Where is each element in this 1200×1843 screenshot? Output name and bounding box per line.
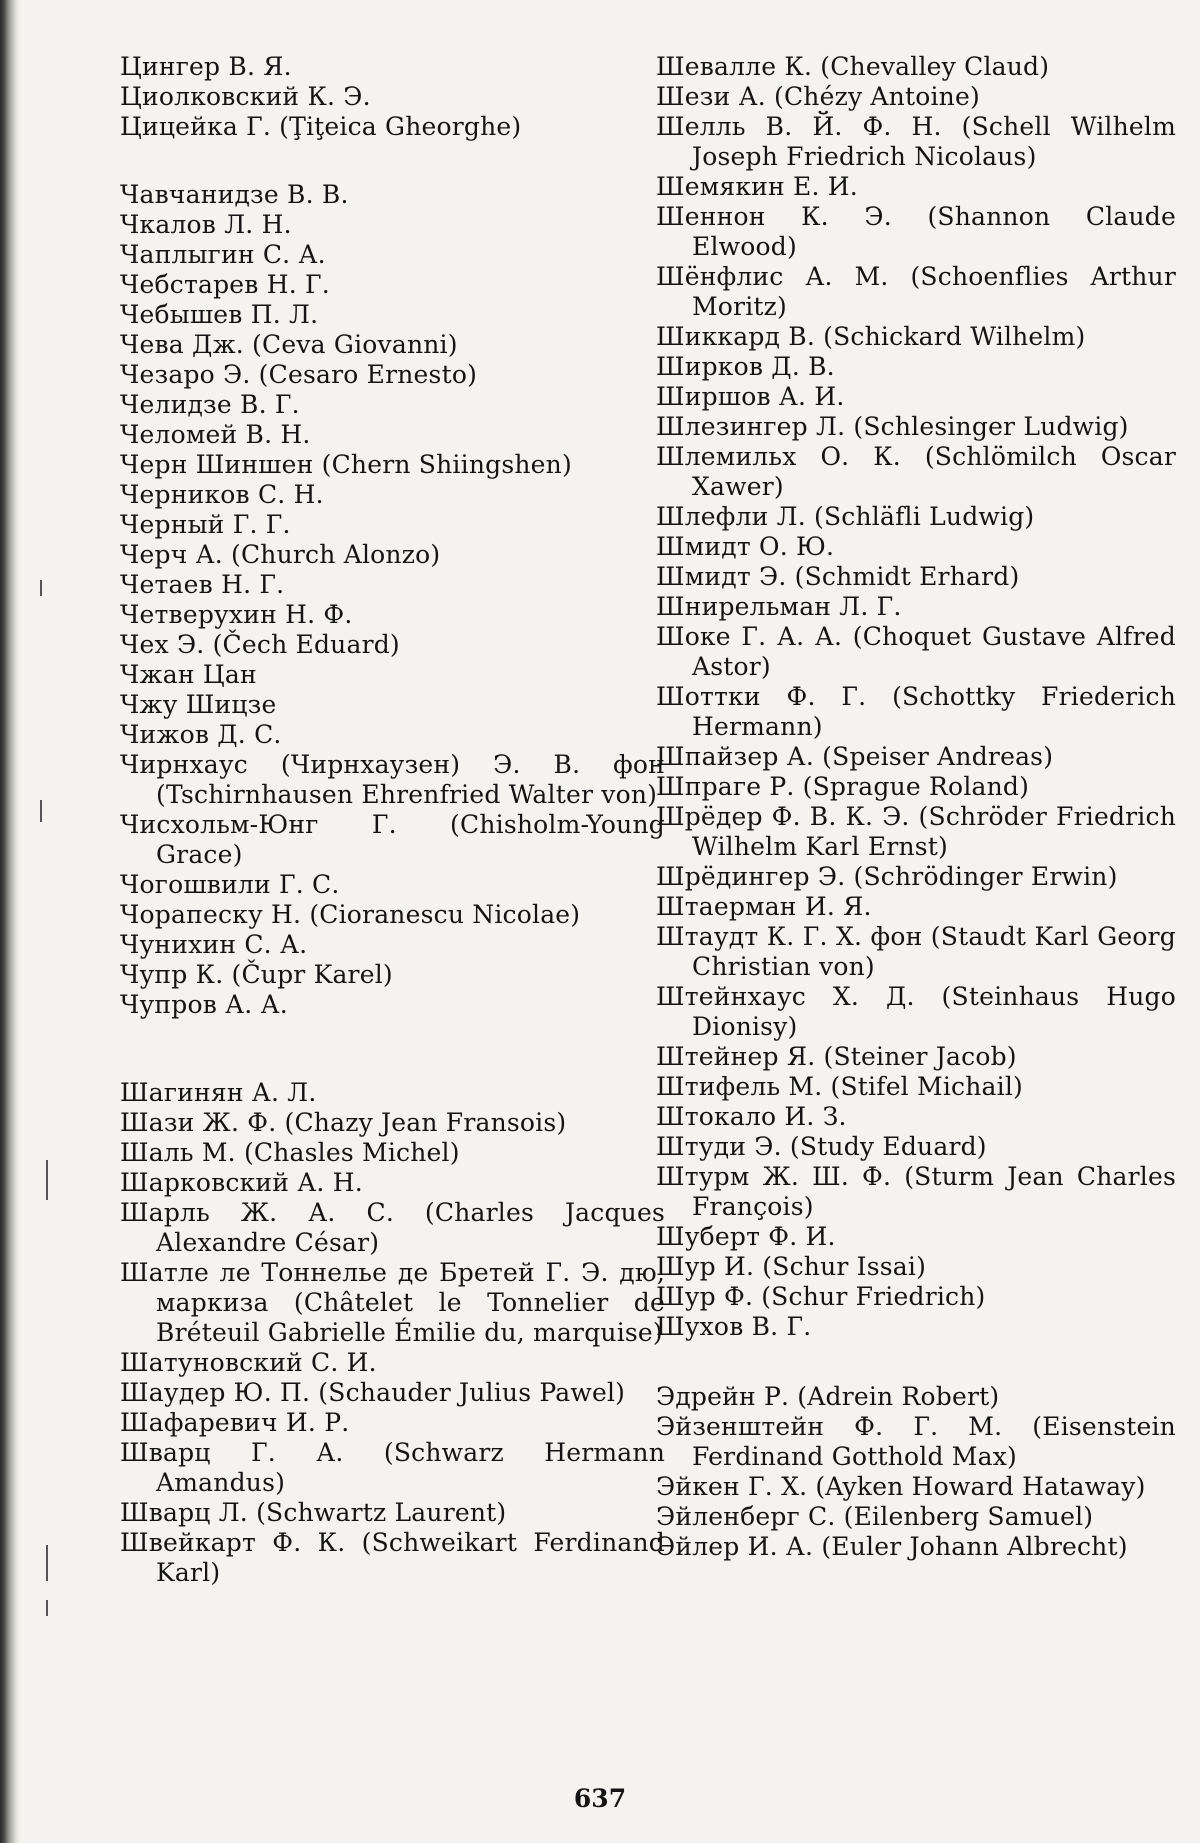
index-entry: Чогошвили Г. С. bbox=[120, 870, 340, 899]
right-column bbox=[656, 52, 1176, 1562]
index-entry: Эйкен Г. Х. (Ayken Howard Hataway) bbox=[656, 1472, 1146, 1501]
index-entry: Шварц Г. А. (Schwarz Hermann Amandus) bbox=[120, 1438, 665, 1497]
index-entry: Шаль М. (Chasles Michel) bbox=[120, 1138, 460, 1167]
index-entry: Шемякин Е. И. bbox=[656, 172, 858, 201]
index-entry: Чева Дж. (Ceva Giovanni) bbox=[120, 330, 458, 359]
index-entry: Шлезингер Л. (Schlesinger Ludwig) bbox=[656, 412, 1129, 441]
book-spine-shadow bbox=[0, 0, 20, 1843]
margin-mark bbox=[40, 580, 42, 596]
index-entry: Черный Г. Г. bbox=[120, 510, 291, 539]
index-entry: Шатуновский С. И. bbox=[120, 1348, 377, 1377]
index-entry: Шрёдингер Э. (Schrödinger Erwin) bbox=[656, 862, 1118, 891]
index-entry: Чунихин С. А. bbox=[120, 930, 308, 959]
index-entry: Чжан Цан bbox=[120, 660, 257, 689]
index-entry: Шёнфлис А. М. (Schoenflies Arthur Moritz) bbox=[656, 262, 1176, 321]
index-entry: Циолковский К. Э. bbox=[120, 82, 371, 111]
index-entry: Штокало И. З. bbox=[656, 1102, 847, 1131]
index-entry: Штуди Э. (Study Eduard) bbox=[656, 1132, 987, 1161]
entry-group-ch bbox=[120, 180, 665, 1020]
index-entry: Шмидт Э. (Schmidt Erhard) bbox=[656, 562, 1020, 591]
index-entry: Шоттки Ф. Г. (Schottky Friederich Hermann) bbox=[656, 682, 1176, 741]
index-entry: Шагинян А. Л. bbox=[120, 1078, 317, 1107]
margin-mark bbox=[46, 1160, 48, 1200]
index-entry: Шмидт О. Ю. bbox=[656, 532, 835, 561]
index-entry: Челидзе В. Г. bbox=[120, 390, 300, 419]
left-column bbox=[120, 52, 665, 1588]
index-entry: Четверухин Н. Ф. bbox=[120, 600, 353, 629]
index-entry: Цингер В. Я. bbox=[120, 52, 292, 81]
index-entry: Черч А. (Church Alonzo) bbox=[120, 540, 441, 569]
index-entry: Ширков Д. В. bbox=[656, 352, 835, 381]
index-entry: Эдрейн Р. (Adrein Robert) bbox=[656, 1382, 1000, 1411]
entry-group-ts bbox=[120, 52, 665, 142]
index-entry: Шур И. (Schur Issai) bbox=[656, 1252, 927, 1281]
entry-group-sh-cont bbox=[656, 52, 1176, 1342]
index-entry: Чех Э. (Čech Eduard) bbox=[120, 630, 400, 659]
index-entry: Чкалов Л. Н. bbox=[120, 210, 292, 239]
index-entry: Штейнер Я. (Steiner Jacob) bbox=[656, 1042, 1017, 1071]
index-entry: Шоке Г. А. А. (Choquet Gustave Alfred Astor) bbox=[656, 622, 1176, 681]
entry-group-e bbox=[656, 1382, 1176, 1562]
page-number: 637 bbox=[573, 1784, 627, 1813]
index-entry: Чупров А. А. bbox=[120, 990, 288, 1019]
index-entry: Швейкарт Ф. К. (Schweikart Ferdinand Karl) bbox=[120, 1528, 665, 1587]
index-entry: Эйленберг С. (Eilenberg Samuel) bbox=[656, 1502, 1094, 1531]
index-entry: Чебышев П. Л. bbox=[120, 300, 319, 329]
index-entry: Шрёдер Ф. В. К. Э. (Schröder Friedrich Wilhelm Karl Ernst) bbox=[656, 802, 1176, 861]
index-entry: Шелль В. Й. Ф. Н. (Schell Wilhelm Joseph Friedrich Nicolaus) bbox=[656, 112, 1176, 171]
margin-mark bbox=[40, 800, 42, 822]
index-entry: Черн Шиншен (Chern Shiingshen) bbox=[120, 450, 572, 479]
index-entry: Ширшов А. И. bbox=[656, 382, 845, 411]
index-entry: Штаерман И. Я. bbox=[656, 892, 872, 921]
index-entry: Шур Ф. (Schur Friedrich) bbox=[656, 1282, 986, 1311]
index-entry: Черников С. Н. bbox=[120, 480, 324, 509]
margin-mark bbox=[46, 1545, 48, 1581]
index-entry: Эйзенштейн Ф. Г. М. (Eisenstein Ferdinand Gotthold Max) bbox=[656, 1412, 1176, 1471]
index-entry: Чижов Д. С. bbox=[120, 720, 282, 749]
index-entry: Чорапеску Н. (Cioranescu Nicolae) bbox=[120, 900, 581, 929]
index-entry: Шлемильх О. К. (Schlömilch Oscar Xawer) bbox=[656, 442, 1176, 501]
index-entry: Чупр К. (Čupr Karel) bbox=[120, 960, 393, 989]
index-entry: Шухов В. Г. bbox=[656, 1312, 812, 1341]
index-entry: Штаудт К. Г. Х. фон (Staudt Karl Georg Christian von) bbox=[656, 922, 1176, 981]
index-entry: Шлефли Л. (Schläfli Ludwig) bbox=[656, 502, 1035, 531]
index-entry: Штейнхаус Х. Д. (Steinhaus Hugo Dionisy) bbox=[656, 982, 1176, 1041]
index-entry: Шафаревич И. Р. bbox=[120, 1408, 350, 1437]
index-entry: Шевалле К. (Chevalley Claud) bbox=[656, 52, 1050, 81]
index-entry: Чавчанидзе В. В. bbox=[120, 180, 349, 209]
index-entry: Шарковский А. Н. bbox=[120, 1168, 363, 1197]
margin-mark bbox=[46, 1600, 48, 1616]
index-entry: Шаудер Ю. П. (Schauder Julius Pawel) bbox=[120, 1378, 626, 1407]
entry-group-sh bbox=[120, 1078, 665, 1588]
index-entry: Шези А. (Chézy Antoine) bbox=[656, 82, 980, 111]
index-entry: Челомей В. Н. bbox=[120, 420, 311, 449]
index-entry: Четаев Н. Г. bbox=[120, 570, 285, 599]
index-entry: Шпраге Р. (Sprague Roland) bbox=[656, 772, 1030, 801]
index-entry: Чезаро Э. (Cesaro Ernesto) bbox=[120, 360, 478, 389]
index-entry: Шнирельман Л. Г. bbox=[656, 592, 902, 621]
index-entry: Шпайзер А. (Speiser Andreas) bbox=[656, 742, 1054, 771]
index-entry: Эйлер И. А. (Euler Johann Albrecht) bbox=[656, 1532, 1128, 1561]
index-entry: Шварц Л. (Schwartz Laurent) bbox=[120, 1498, 507, 1527]
index-entry: Шуберт Ф. И. bbox=[656, 1222, 836, 1251]
index-entry: Шиккард В. (Schickard Wilhelm) bbox=[656, 322, 1086, 351]
index-entry: Шатле ле Тоннелье де Бретей Г. Э. дю, маркиза (Châtelet le Tonnelier de Bréteuil Gabrielle Émilie du, marquise) bbox=[120, 1258, 665, 1347]
index-entry: Шеннон К. Э. (Shannon Claude Elwood) bbox=[656, 202, 1176, 261]
index-entry: Шази Ж. Ф. (Chazy Jean Fransois) bbox=[120, 1108, 567, 1137]
index-entry: Шарль Ж. А. С. (Charles Jacques Alexandre César) bbox=[120, 1198, 665, 1257]
index-entry: Штурм Ж. Ш. Ф. (Sturm Jean Charles François) bbox=[656, 1162, 1176, 1221]
index-entry: Цицейка Г. (Ţiţeica Gheorghe) bbox=[120, 112, 522, 141]
index-entry: Чирнхаус (Чирнхаузен) Э. В. фон (Tschirnhausen Ehrenfried Walter von) bbox=[120, 750, 665, 809]
index-entry: Штифель М. (Stifel Michail) bbox=[656, 1072, 1023, 1101]
index-entry: Чаплыгин С. А. bbox=[120, 240, 326, 269]
index-entry: Чжу Шицзе bbox=[120, 690, 277, 719]
index-entry: Чебстарев Н. Г. bbox=[120, 270, 330, 299]
index-entry: Чисхольм-Юнг Г. (Chisholm-Young Grace) bbox=[120, 810, 665, 869]
